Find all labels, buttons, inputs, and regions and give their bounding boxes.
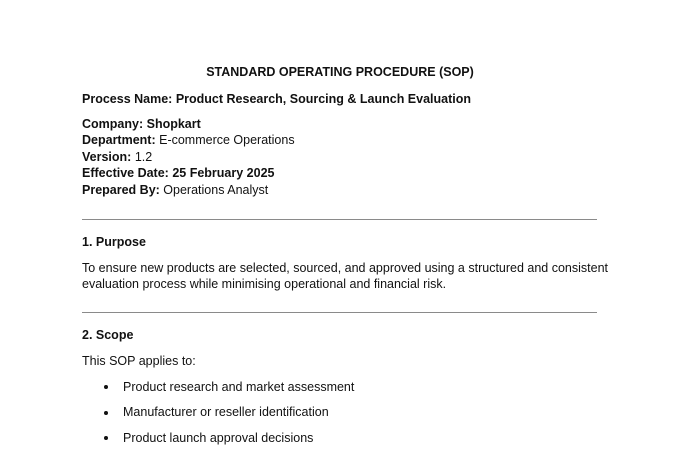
purpose-text-line-1: To ensure new products are selected, sourced, and approved using a structured and consistent (82, 261, 609, 275)
process-name-value: Product Research, Sourcing & Launch Evaluation (175, 92, 472, 106)
section-heading-purpose: 1. Purpose (82, 235, 146, 249)
prepared-by-line (82, 183, 268, 197)
company-label: Company: (82, 117, 144, 131)
process-name-label: Process Name: (82, 92, 173, 106)
section-heading-scope: 2. Scope (82, 328, 134, 342)
bullet-dot (104, 385, 108, 389)
bullet-dot (104, 411, 108, 415)
version-label: Version: (82, 150, 132, 164)
department-label: Department: (82, 133, 156, 147)
purpose-text-line-2: evaluation process while minimising operational and financial risk. (82, 277, 447, 291)
effective-date-line (82, 166, 274, 180)
version-value: 1.2 (134, 150, 153, 164)
section-divider (82, 312, 597, 313)
effective-date-value: 25 February 2025 (172, 166, 275, 180)
process-name-line (82, 92, 471, 106)
document-title: STANDARD OPERATING PROCEDURE (SOP) (206, 65, 474, 79)
company-line (82, 117, 201, 131)
prepared-by-label: Prepared By: (82, 183, 160, 197)
section-divider (82, 219, 597, 220)
department-value: E-commerce Operations (159, 133, 295, 147)
list-item-text: Product research and market assessment (123, 380, 355, 394)
list-item-text: Manufacturer or reseller identification (123, 405, 329, 419)
bullet-dot (104, 436, 108, 440)
scope-intro: This SOP applies to: (82, 354, 196, 368)
version-line (82, 150, 152, 164)
list-item-text: Product launch approval decisions (123, 431, 314, 445)
company-value: Shopkart (146, 117, 201, 131)
effective-date-label: Effective Date: (82, 166, 169, 180)
prepared-by-value: Operations Analyst (163, 183, 269, 197)
department-line (82, 133, 295, 147)
